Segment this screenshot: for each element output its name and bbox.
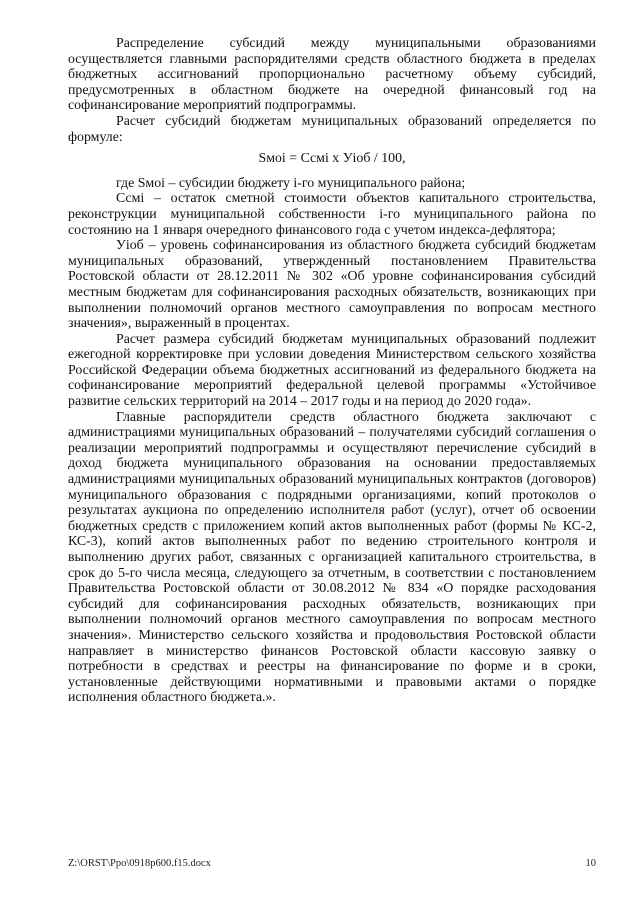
footer-file-path: Z:\ORST\Ppo\0918p600.f15.docx <box>68 858 211 869</box>
paragraph-where-smoi: где Sмоi – субсидии бюджету i-го муниципального района; <box>116 175 466 191</box>
paragraph-annual-adjustment: Расчет размера субсидий бюджетам муниципальных образований подлежит ежегодной корректировке при условии доведения Министерством сельского хозяйства Российской Федерации объема бюджетных ассигнований из федерального бюджета на софинансирование мероприятий федеральной целевой программы «Устойчивое развитие сельских территорий на 2014 – 2017 годы и на период до 2020 года». <box>68 331 596 410</box>
page-number: 10 <box>585 858 596 869</box>
formula: Sмоi = Ссмi х Уioб / 100, <box>258 151 406 167</box>
paragraph-calculation-intro: Расчет субсидий бюджетам муниципальных образований определяется по формуле: <box>68 113 596 145</box>
paragraph-subsidy-distribution: Распределение субсидий между муниципальными образованиями осуществляется главными распорядителями средств областного бюджета в пределах бюджетных ассигнований пропорционально расчетному объему субсидий, предусмотренных в областном бюджете на очередной финансовый год на софинансирование мероприятий подпрограммы. <box>68 36 596 114</box>
paragraph-uiob-definition: Уioб – уровень софинансирования из областного бюджета субсидий бюджетам муниципальных образований, утвержденный постановлением Правительства Ростовской области от 28.12.2011 № 302 «Об уровне софинансирования субсидий местным бюджетам для софинансирования расходных обязательств, возникающих при выполнении полномочий органов местного самоуправления по вопросам местного значения», выраженный в процентах. <box>68 238 596 332</box>
paragraph-agreements: Главные распорядители средств областного бюджета заключают с администрациями муниципальных образований – получателями субсидий соглашения о реализации мероприятий подпрограммы и осуществляют перечисление субсидий в доход бюджета муниципального образования на основании предоставляемых администрациями муниципальных образований муниципальных контрактов (договоров) муниципального образования с подрядными организациями, копий протоколов о результатах аукциона по определению исполнителя работ (услуг), отчет об освоении бюджетных средств с приложением копий актов выполненных работ (формы № КС-2, КС-3), копий актов выполненных работ по ведению строительного контроля и выполнению других работ, связанных с организацией капитального строительства, в срок до 5-го числа месяца, следующего за отчетным, в соответствии с постановлением Правительства Ростовской области от 30.08.2012 № 834 «О порядке расходования субсидий для софинансирования расходных обязательств, возникающих при выполнении полномочий органов местного самоуправления по вопросам местного значения». Министерство сельского хозяйства и продовольствия Ростовской области направляет в министерство финансов Ростовской области кассовую заявку о потребности в средствах и реестры на финансирование по форме и в сроки, установленные действующими нормативными и правовыми актами о порядке исполнения областного бюджета.». <box>68 409 596 706</box>
paragraph-ccmi-definition: Ссмi – остаток сметной стоимости объектов капитального строительства, реконструкции муниципальной собственности i-го муниципального района по состоянию на 1 января очередного финансового года с учетом индекса-дефлятора; <box>68 191 596 238</box>
document-page <box>68 36 596 706</box>
